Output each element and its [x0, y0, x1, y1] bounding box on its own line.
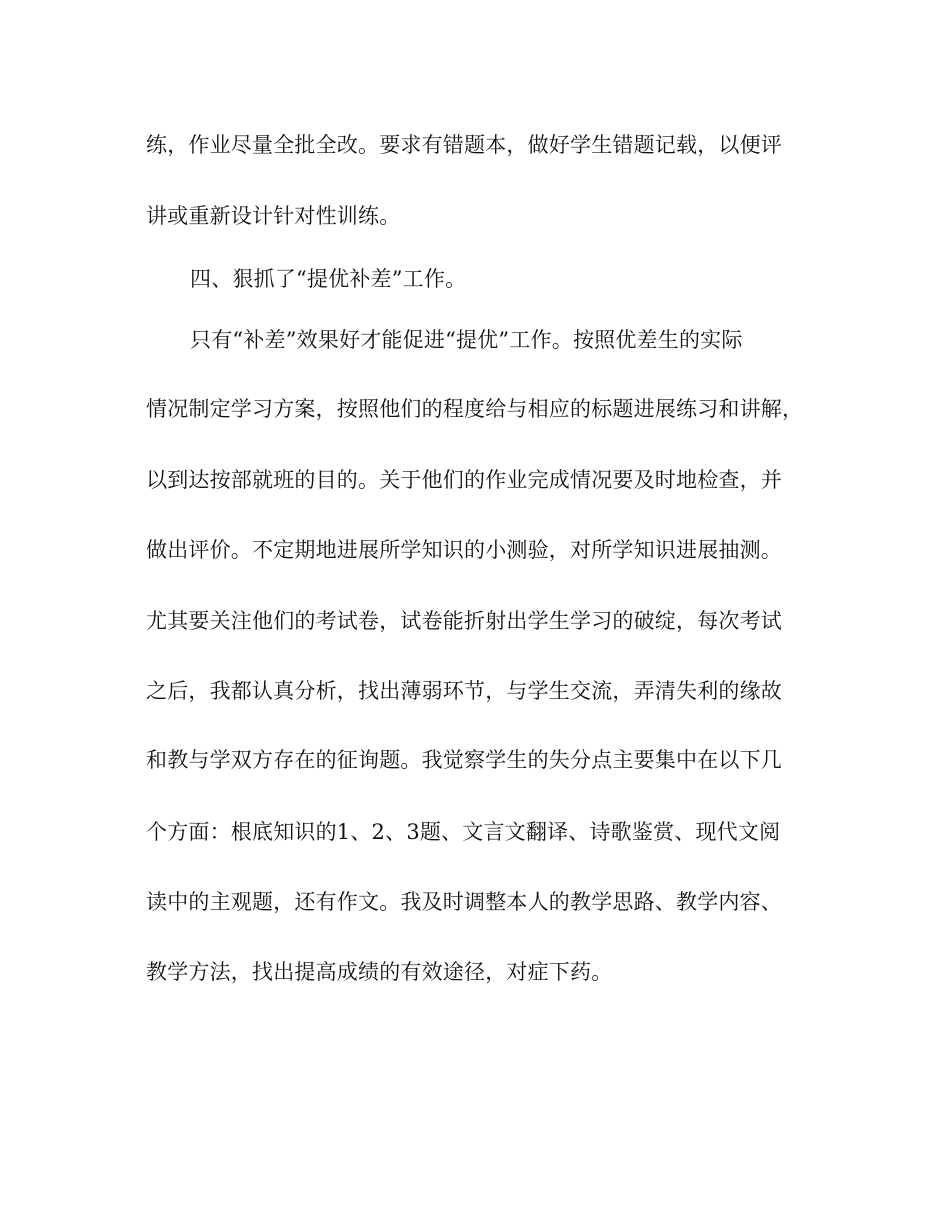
paragraph-line: 尤其要关注他们的考试卷，试卷能折射出学生学习的破绽，每次考试: [146, 609, 782, 633]
paragraph-line: 和教与学双方存在的征询题。我觉察学生的失分点主要集中在以下几: [146, 748, 782, 772]
paragraph-line: 教学方法，找出提高成绩的有效途径，对症下药。: [146, 960, 613, 984]
paragraph-line: 以到达按部就班的目的。关于他们的作业完成情况要及时地检查，并: [146, 468, 782, 492]
paragraph-line: 做出评价。不定期地进展所学知识的小测验，对所学知识进展抽测。: [146, 538, 782, 562]
paragraph-line: 个方面：根底知识的1、2、3题、文言文翻译、诗歌鉴赏、现代文阅: [146, 820, 781, 844]
paragraph-line: 之后，我都认真分析，找出薄弱环节，与学生交流，弄清失利的缘故: [146, 679, 782, 703]
paragraph-line: 只有“补差”效果好才能促进“提优”工作。按照优差生的实际: [190, 328, 743, 352]
section-heading: 四、狠抓了“提优补差”工作。: [190, 267, 467, 291]
paragraph-line: 讲或重新设计针对性训练。: [146, 204, 401, 228]
paragraph-line: 读中的主观题，还有作文。我及时调整本人的教学思路、教学内容、: [146, 890, 782, 914]
paragraph-line: 情况制定学习方案，按照他们的程度给与相应的标题进展练习和讲解，: [146, 397, 804, 421]
paragraph-line: 练，作业尽量全批全改。要求有错题本，做好学生错题记载，以便评: [146, 133, 782, 157]
